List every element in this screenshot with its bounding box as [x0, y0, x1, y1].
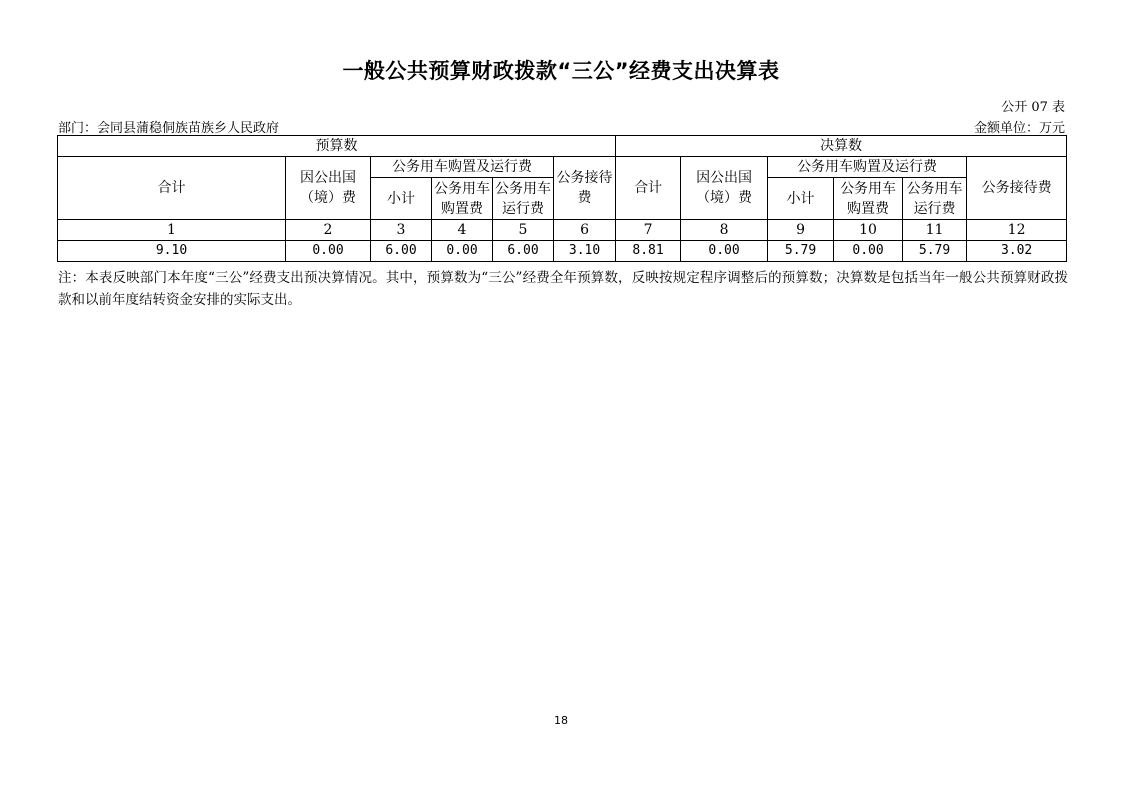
budget-subtotal-header: 小计	[371, 178, 432, 220]
column-number: 12	[967, 220, 1067, 241]
column-number: 9	[768, 220, 834, 241]
budget-total-header: 合计	[58, 157, 286, 220]
budget-abroad-value: 0.00	[286, 241, 371, 262]
final-subtotal-header: 小计	[768, 178, 834, 220]
department-label: 部门：会同县蒲稳侗族苗族乡人民政府	[58, 121, 280, 136]
budget-header: 预算数	[58, 136, 616, 157]
final-reception-value: 3.02	[967, 241, 1067, 262]
unit-label: 金额单位：万元	[973, 121, 1065, 136]
final-vehicle-operation-value: 5.79	[903, 241, 967, 262]
final-header: 决算数	[616, 136, 1067, 157]
page-title: 一般公共预算财政拨款“三公”经费支出决算表	[342, 59, 780, 83]
final-total-header: 合计	[616, 157, 681, 220]
final-vehicle-subtotal-value: 5.79	[768, 241, 834, 262]
budget-reception-value: 3.10	[554, 241, 616, 262]
final-abroad-header: 因公出国（境）费	[681, 157, 768, 220]
budget-vehicle-purchase-value: 0.00	[432, 241, 493, 262]
final-abroad-value: 0.00	[681, 241, 768, 262]
final-total-value: 8.81	[616, 241, 681, 262]
final-vehicle-purchase-header: 公务用车购置费	[834, 178, 903, 220]
column-number: 8	[681, 220, 768, 241]
column-number: 6	[554, 220, 616, 241]
table-code: 公开 07 表	[1001, 100, 1065, 115]
column-number: 5	[493, 220, 554, 241]
budget-abroad-header: 因公出国（境）费	[286, 157, 371, 220]
budget-reception-header: 公务接待费	[554, 157, 616, 220]
column-number: 1	[58, 220, 286, 241]
column-number: 3	[371, 220, 432, 241]
budget-vehicle-operation-value: 6.00	[493, 241, 554, 262]
three-public-expenses-table	[57, 135, 1067, 262]
column-number: 10	[834, 220, 903, 241]
page-number: 18	[554, 714, 568, 727]
final-reception-header: 公务接待费	[967, 157, 1067, 220]
column-number: 4	[432, 220, 493, 241]
column-number: 2	[286, 220, 371, 241]
final-vehicle-group-header: 公务用车购置及运行费	[768, 157, 967, 178]
final-vehicle-operation-header: 公务用车运行费	[903, 178, 967, 220]
final-vehicle-purchase-value: 0.00	[834, 241, 903, 262]
value-row	[58, 241, 1067, 262]
budget-vehicle-group-header: 公务用车购置及运行费	[371, 157, 554, 178]
column-number: 11	[903, 220, 967, 241]
column-number: 7	[616, 220, 681, 241]
column-number-row	[58, 220, 1067, 241]
budget-vehicle-operation-header: 公务用车运行费	[493, 178, 554, 220]
budget-total-value: 9.10	[58, 241, 286, 262]
budget-vehicle-purchase-header: 公务用车购置费	[432, 178, 493, 220]
table-note: 注：本表反映部门本年度“三公”经费支出预决算情况。其中，预算数为“三公”经费全年预算数，反映按规定程序调整后的预算数；决算数是包括当年一般公共预算财政拨款和以前年度结转资金安排的实际支出。	[58, 270, 1068, 308]
budget-vehicle-subtotal-value: 6.00	[371, 241, 432, 262]
